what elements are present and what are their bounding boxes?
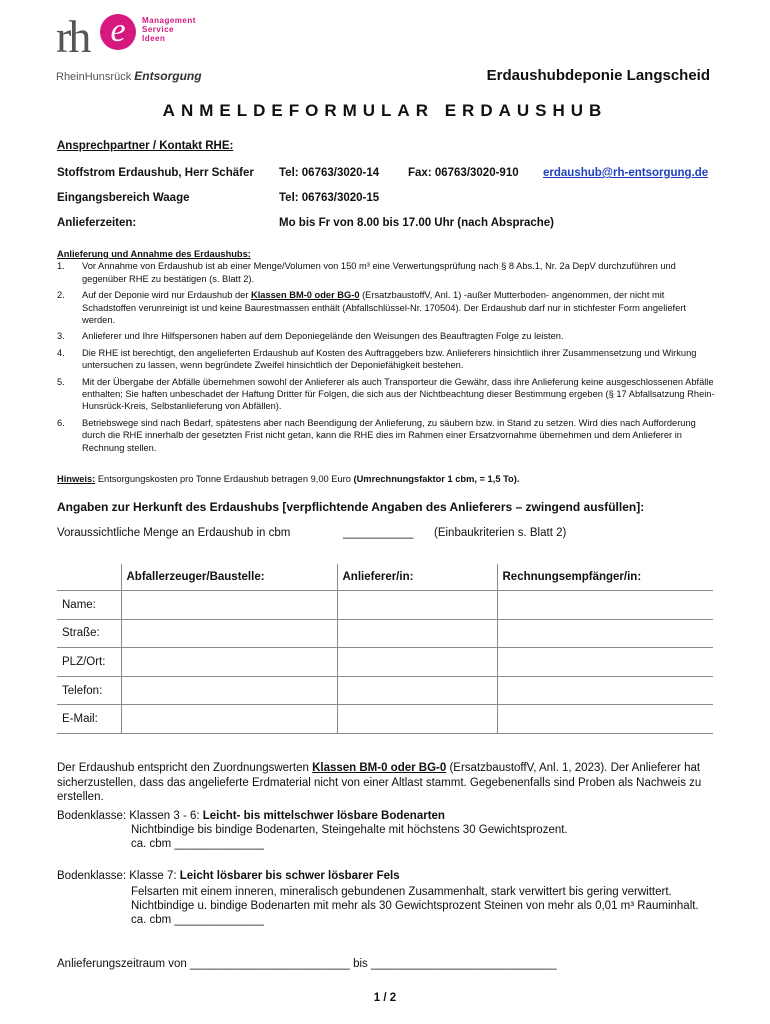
deliverer-name-field[interactable] <box>337 591 497 620</box>
cost-hint <box>57 474 519 484</box>
rule-number: 5. <box>57 376 65 387</box>
period-label: Anlieferungszeitraum von <box>57 958 187 970</box>
header-producer: Abfallerzeuger/Baustelle: <box>121 564 337 591</box>
row-label-street: Straße: <box>57 619 121 648</box>
soil2-desc-1: Felsarten mit einem inneren, mineralisch gebundenen Zusammenhalt, stark verwittert bis gering verwittert. <box>131 886 672 898</box>
logo-tagline-1: Management <box>142 16 196 25</box>
soil-class-1 <box>57 809 445 824</box>
rule-text: Anlieferer und Ihre Hilfspersonen haben auf dem Deponiegelände den Weisungen des Beauftragten Folge zu leisten. <box>82 331 564 342</box>
rule-number: 1. <box>57 261 65 272</box>
delivery-times-value: Mo bis Fr von 8.00 bis 17.00 Uhr (nach Absprache) <box>279 217 555 229</box>
rule-text: Die RHE ist berechtigt, den angelieferten Erdaushub auf Kosten des Auftraggebers bzw. Anlieferers hinsichtlich ihrer Zusammensetzung und Wirkung untersuchen zu lassen, wenn begründete Zweifel hinsichtlich der Deponiefähigkeit bestehen. <box>82 347 697 371</box>
table-header-row <box>57 564 713 591</box>
rule-item <box>57 260 717 285</box>
deliverer-street-field[interactable] <box>337 619 497 648</box>
rule-text-pre: Auf der Deponie wird nur Erdaushub der <box>82 290 251 301</box>
rule-item <box>57 347 717 372</box>
rule-text: Betriebswege sind nach Bedarf, spätestens aber nach Beendigung der Anlieferung, zu säubern bzw. in Stand zu setzen. Wird dies nach Aufforderung durch die RHE innerhalb der gesetzten Frist nicht getan, kann die RHE dies im Rahmen einer Ersatzvornahme übernehmen und dem Anlieferer in Rechnung stellen. <box>82 417 696 453</box>
row-label-email: E-Mail: <box>57 705 121 734</box>
deliverer-zip-field[interactable] <box>337 648 497 677</box>
contact-email-link[interactable]: erdaushub@rh-entsorgung.de <box>543 167 709 179</box>
period-from-field[interactable]: _________________________ <box>189 958 350 970</box>
soil2-amount-line[interactable]: ca. cbm ______________ <box>131 914 264 926</box>
rule-text-post: (ErsatzbaustoffV, Anl. 1) -außer Mutterboden- angenommen, der nicht mit Schadstoffen verunreinigt ist und keine Baurestmassen enthält (Abfallschlüssel-Nr. 170504). Der Erdaushub darf nur in stichfester Form angeliefert werden. <box>82 290 686 326</box>
logo-rh-text: rh <box>56 11 89 62</box>
rule-item <box>57 376 717 413</box>
contact-row1-name: Stoffstrom Erdaushub, Herr Schäfer <box>57 167 254 179</box>
rule-item <box>57 330 717 342</box>
recipient-zip-field[interactable] <box>497 648 713 677</box>
soil2-bold: Leicht lösbarer bis schwer lösbarer Fels <box>179 870 400 882</box>
rule-number: 4. <box>57 347 65 358</box>
soil2-desc-2: Nichtbindige u. bindige Bodenarten mit mehr als 30 Gewichtsprozent Steinen von mehr als 0,01 m³ Rauminhalt. <box>131 900 699 912</box>
company-logo <box>56 11 216 84</box>
header-invoice-recipient: Rechnungsempfänger/in: <box>497 564 713 591</box>
period-to-field[interactable]: _____________________________ <box>370 958 557 970</box>
delivery-rules <box>57 248 717 458</box>
soil1-bold: Leicht- bis mittelschwer lösbare Bodenarten <box>202 810 445 822</box>
table-row <box>57 648 713 677</box>
page-title: ANMELDEFORMULAR ERDAUSHUB <box>162 101 608 120</box>
para-post: (ErsatzbaustoffV, Anl. 1, 2023). Der Anlieferer hat sicherzustellen, dass das angelieferte Erdmaterial nicht von einer Altlast stammt. Gegebenenfalls sind Proben als Nachweis zu erstellen. <box>57 762 702 803</box>
recipient-name-field[interactable] <box>497 591 713 620</box>
soil1-desc: Nichtbindige bis bindige Bodenarten, Steingehalte mit höchstens 30 Gewichtsprozent. <box>131 824 568 836</box>
rule-number: 2. <box>57 290 65 301</box>
rule-number: 6. <box>57 417 65 428</box>
recipient-email-field[interactable] <box>497 705 713 734</box>
row-label-zip-city: PLZ/Ort: <box>57 648 121 677</box>
amount-input-line[interactable]: ___________ <box>343 527 414 539</box>
delivery-times-label: Anlieferzeiten: <box>57 217 137 229</box>
soil-class-2 <box>57 869 400 884</box>
period-bis: bis <box>353 958 368 970</box>
rules-heading: Anlieferung und Annahme des Erdaushubs: <box>57 249 251 259</box>
logo-tagline-3: Ideen <box>142 34 166 43</box>
logo-e-circle: e <box>100 14 136 50</box>
logo-tagline <box>142 16 196 43</box>
producer-zip-field[interactable] <box>121 648 337 677</box>
rule-item <box>57 417 717 454</box>
origin-table <box>57 564 713 734</box>
header-deliverer: Anlieferer/in: <box>337 564 497 591</box>
table-row <box>57 676 713 705</box>
header-empty <box>57 564 121 591</box>
recipient-phone-field[interactable] <box>497 676 713 705</box>
hint-bold: (Umrechnungsfaktor 1 cbm, = 1,5 To). <box>353 474 520 484</box>
soil1-amount-line[interactable]: ca. cbm ______________ <box>131 838 264 850</box>
hint-text: Entsorgungskosten pro Tonne Erdaushub betragen 9,00 Euro <box>95 474 354 484</box>
producer-phone-field[interactable] <box>121 676 337 705</box>
origin-heading: Angaben zur Herkunft des Erdaushubs [verpflichtende Angaben des Anlieferers – zwingend ausfüllen]: <box>57 500 645 514</box>
logo-subtitle <box>56 69 202 83</box>
contact-row2-tel: Tel: 06763/3020-15 <box>279 192 380 204</box>
table-row <box>57 619 713 648</box>
producer-name-field[interactable] <box>121 591 337 620</box>
logo-sub-entsorgung: Entsorgung <box>134 69 202 83</box>
amount-label: Voraussichtliche Menge an Erdaushub in cbm <box>57 527 291 539</box>
logo-sub-name: RheinHunsrück <box>56 71 132 83</box>
contact-row1-fax: Fax: 06763/3020-910 <box>408 167 519 179</box>
rule-item <box>57 289 717 326</box>
rule-text: Mit der Übergabe der Abfälle übernehmen sowohl der Anlieferer als auch Transporteur die Gewähr, dass ihre Anlieferung keine ausgeschlossenen Abfälle enthalten; Sie haften unbeschadet der Haftung Dritter für Folgen, die sich aus der Nichtbeachtung dieser Bestimmung ergeben (§ 17 Abfallsatzung Rhein-Hunsrück-Kreis, Selbstanlieferung von Abfällen). <box>82 376 715 412</box>
row-label-phone: Telefon: <box>57 676 121 705</box>
deliverer-phone-field[interactable] <box>337 676 497 705</box>
conformity-paragraph <box>57 761 717 805</box>
rule-text: Vor Annahme von Erdaushub ist ab einer Menge/Volumen von 150 m³ eine Verwertungsprüfung nach § 8 Abs.1, Nr. 2a DepV durchzuführen und gegenüber RHE zu bestätigen (s. Blatt 2). <box>82 261 676 284</box>
amount-note: (Einbaukriterien s. Blatt 2) <box>434 527 567 539</box>
contact-row2-name: Eingangsbereich Waage <box>57 192 190 204</box>
producer-email-field[interactable] <box>121 705 337 734</box>
rules-list <box>57 260 717 454</box>
producer-street-field[interactable] <box>121 619 337 648</box>
rule-class-bold: Klassen BM-0 oder BG-0 <box>251 290 360 301</box>
hint-label: Hinweis: <box>57 474 96 484</box>
table-row <box>57 591 713 620</box>
table-row <box>57 705 713 734</box>
delivery-period <box>57 958 556 970</box>
row-label-name: Name: <box>57 591 121 620</box>
contact-heading: Ansprechpartner / Kontakt RHE: <box>57 140 234 152</box>
contact-row1-tel: Tel: 06763/3020-14 <box>279 167 380 179</box>
deliverer-email-field[interactable] <box>337 705 497 734</box>
rule-number: 3. <box>57 331 65 342</box>
site-title: Erdaushubdeponie Langscheid <box>486 67 710 84</box>
recipient-street-field[interactable] <box>497 619 713 648</box>
logo-tagline-2: Service <box>142 25 174 34</box>
para-pre: Der Erdaushub entspricht den Zuordnungswerten <box>57 762 313 774</box>
soil1-label: Bodenklasse: Klassen 3 - 6: <box>57 810 203 822</box>
page-number: 1 / 2 <box>373 992 397 1004</box>
soil2-label: Bodenklasse: Klasse 7: <box>57 870 180 882</box>
para-bold: Klassen BM-0 oder BG-0 <box>312 762 447 774</box>
